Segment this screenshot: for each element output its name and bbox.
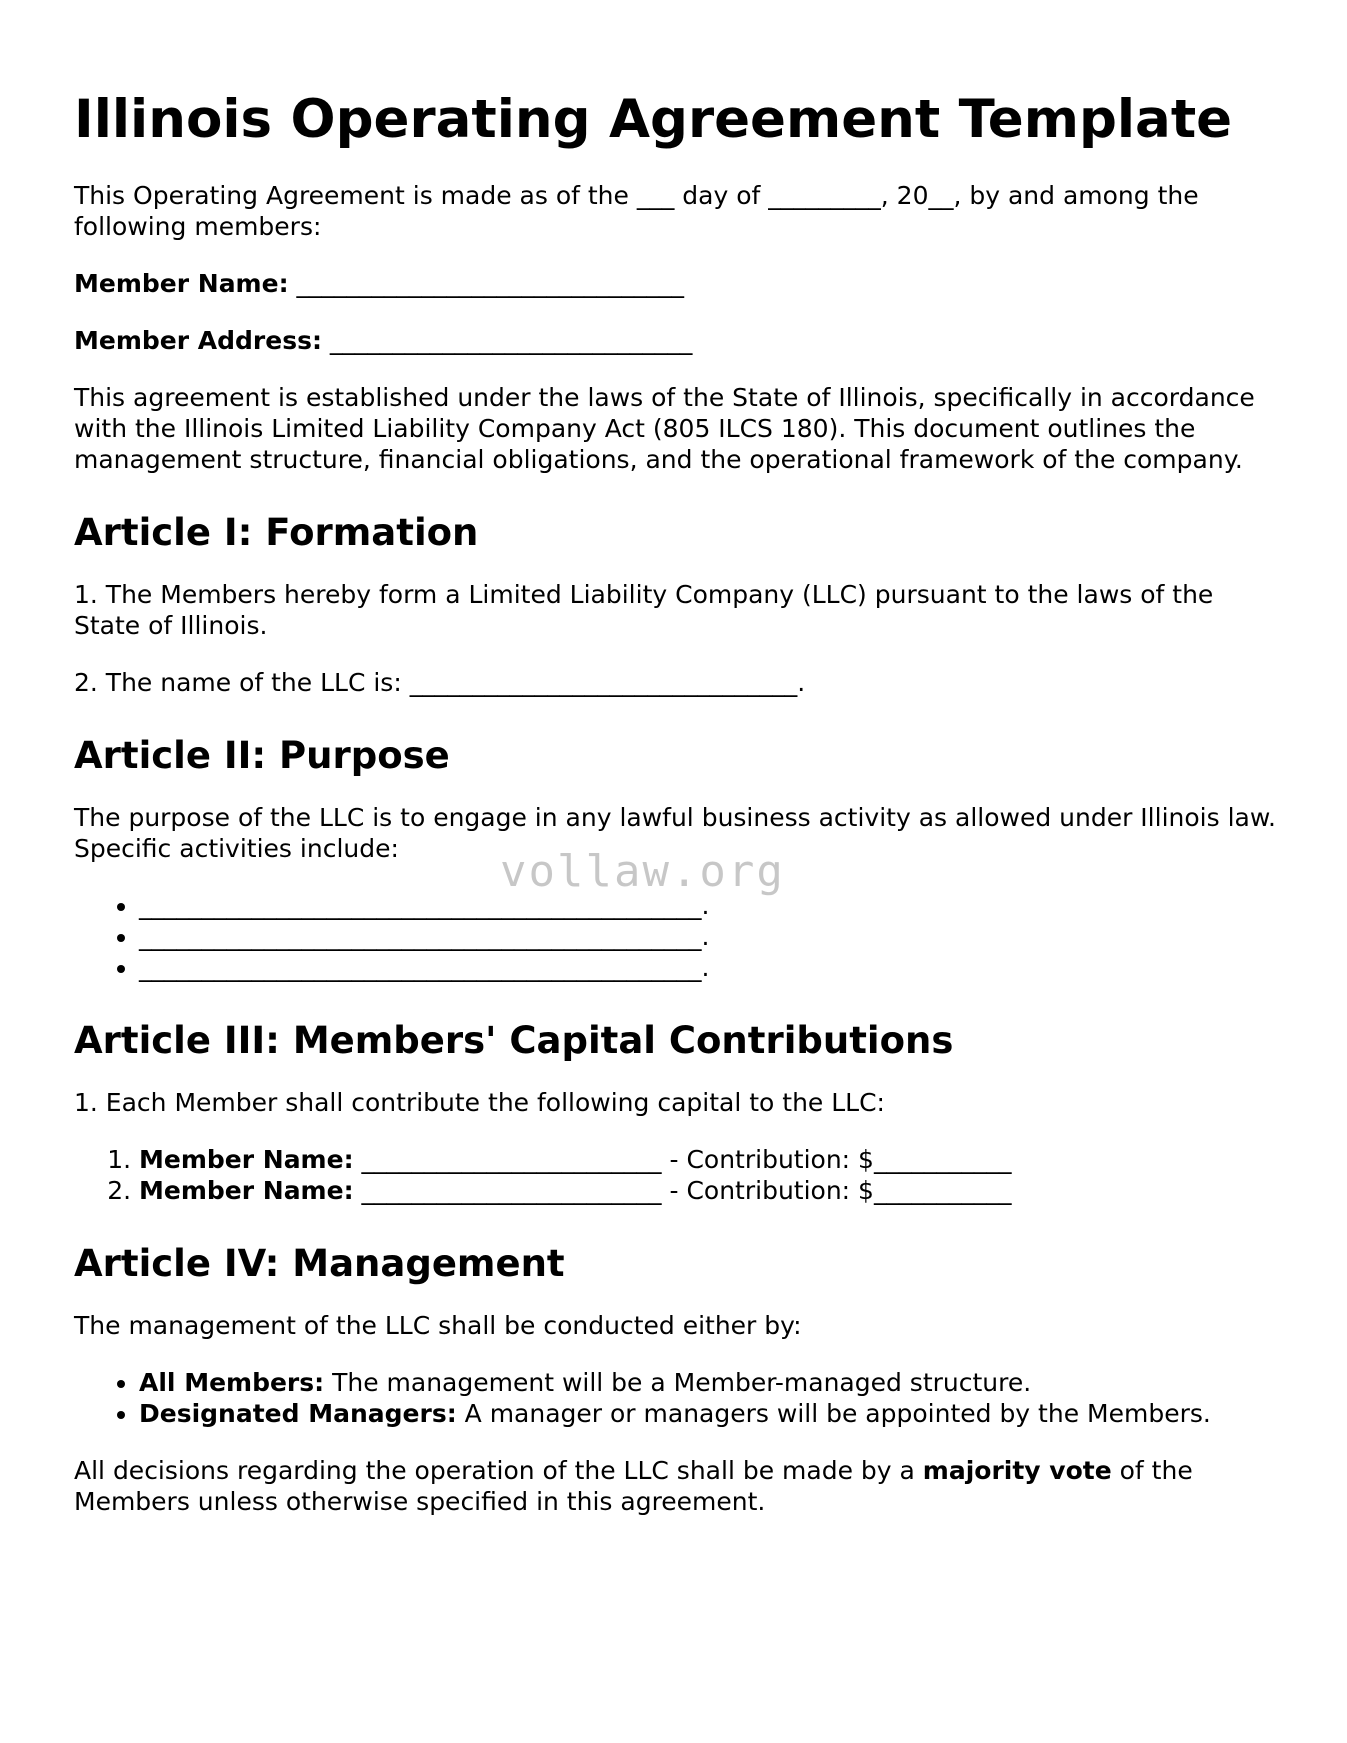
contribution-member-blank: ________________________ (353, 1145, 662, 1174)
article-3-text: 1. Each Member shall contribute the following capital to the LLC: (74, 1088, 885, 1117)
contribution-member-label: Member Name: (139, 1145, 354, 1174)
article-1-item-1: 1. The Members hereby form a Limited Liability Company (LLC) pursuant to the laws of the State of Illinois. (74, 580, 1214, 640)
contribution-member-blank: ________________________ (353, 1176, 662, 1205)
contribution-member-label: Member Name: (139, 1176, 354, 1205)
management-options-list (74, 1367, 1284, 1429)
list-item: • _____________________________________________. (139, 921, 1284, 952)
activities-list (74, 890, 1284, 983)
list-item: • _____________________________________________. (139, 952, 1284, 983)
member-address-blank: _____________________________ (329, 326, 693, 355)
article-1-item-2: 2. The name of the LLC is: _______________________________. (74, 668, 806, 697)
watermark: vollaw.org (500, 846, 785, 897)
contribution-amount: - Contribution: $___________ (661, 1145, 1012, 1174)
document-page (74, 88, 1284, 1543)
member-address-line (74, 325, 1284, 356)
article-4-heading: Article IV: Management (74, 1242, 565, 1285)
contribution-amount: - Contribution: $___________ (661, 1176, 1012, 1205)
article-1-heading: Article I: Formation (74, 511, 479, 554)
list-item (139, 1144, 1284, 1175)
list-item: • _____________________________________________. (139, 890, 1284, 921)
article-3-heading: Article III: Members' Capital Contributions (74, 1019, 954, 1062)
option-label: All Members: (139, 1368, 325, 1397)
list-item (139, 1367, 1284, 1398)
article-2-heading: Article II: Purpose (74, 734, 450, 777)
option-label: Designated Managers: (139, 1399, 457, 1428)
member-name-label: Member Name: (74, 269, 289, 298)
laws-paragraph: This agreement is established under the laws of the State of Illinois, specifically in accordance with the Illinois Limited Liability Company Act (805 ILCS 180). This document outlines the management structure, financial obligations, and the operational framework of the company. (74, 383, 1255, 474)
contributions-list (74, 1144, 1284, 1206)
decisions-bold-text: majority vote (922, 1456, 1112, 1485)
decisions-text-start: All decisions regarding the operation of the LLC shall be made by a (74, 1456, 923, 1485)
member-name-blank: _______________________________ (296, 269, 685, 298)
list-item (139, 1398, 1284, 1429)
article-4-text: The management of the LLC shall be conducted either by: (74, 1311, 802, 1340)
article-2-text: The purpose of the LLC is to engage in any lawful business activity as allowed under Illinois law. Specific activities include: (74, 803, 1276, 863)
decisions-text-end: of the Members unless otherwise specified in this agreement. (74, 1456, 1193, 1516)
member-name-line (74, 268, 1284, 299)
option-text: A manager or managers will be appointed by the Members. (456, 1399, 1211, 1428)
intro-paragraph: This Operating Agreement is made as of the ___ day of _________, 20__, by and among the following members: (74, 181, 1199, 241)
list-item (139, 1175, 1284, 1206)
document-title: Illinois Operating Agreement Template (74, 89, 1233, 150)
member-address-label: Member Address: (74, 326, 322, 355)
option-text: The management will be a Member-managed structure. (324, 1368, 1032, 1397)
decisions-paragraph (74, 1455, 1284, 1517)
